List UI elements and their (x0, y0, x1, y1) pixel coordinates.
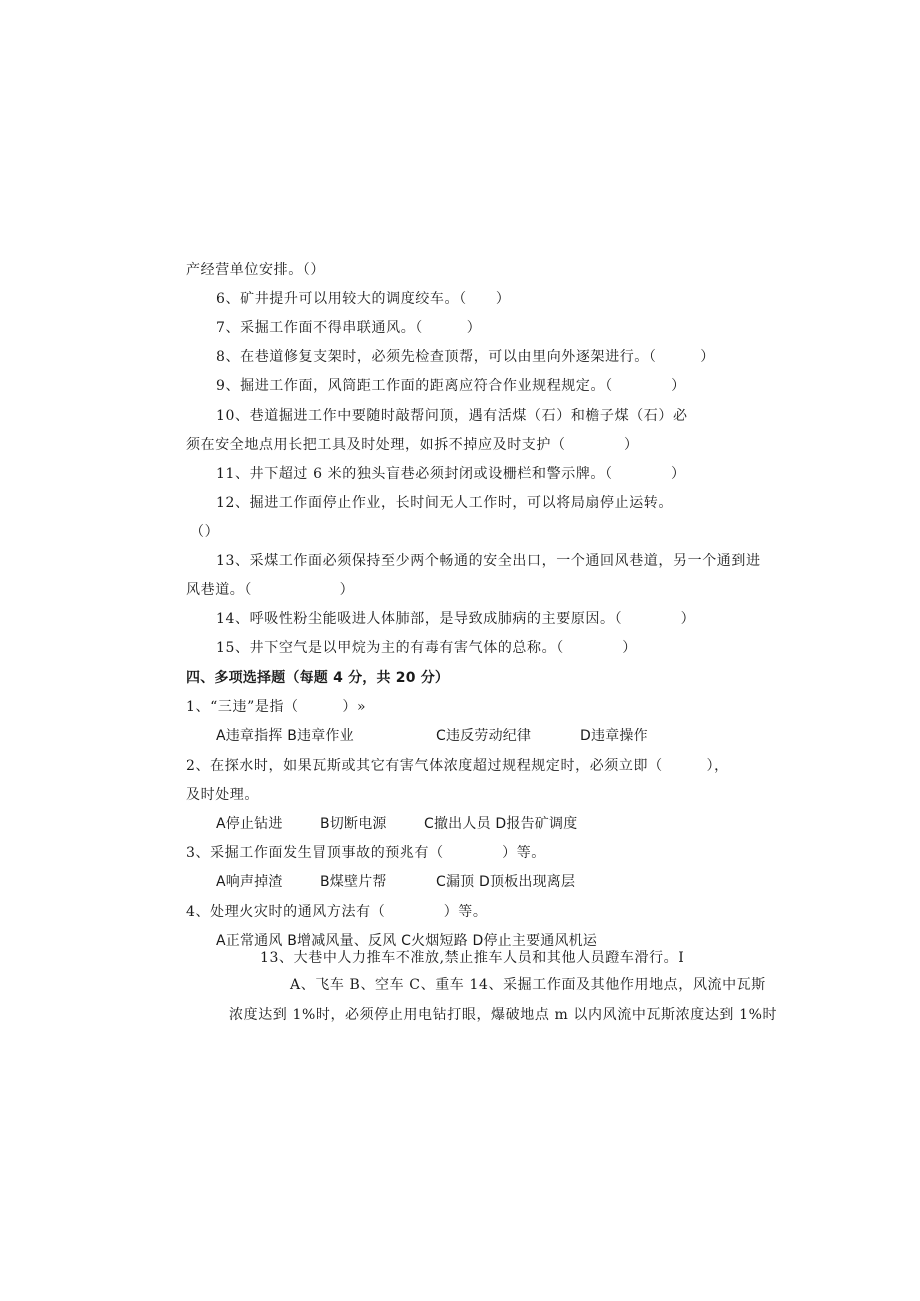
mc-question-2-line2: 及时处理。 (186, 787, 259, 803)
tf-question-13-line1: 13、采煤工作面必须保持至少两个畅通的安全出口，一个通回风巷道，另一个通到进 (216, 553, 761, 569)
mc-question-2-option-b: B切断电源 (320, 816, 387, 832)
mc-question-2-option-cd: C撤出人员 D报告矿调度 (424, 816, 578, 832)
mc-question-3-option-cd: C漏顶 D顶板出现离层 (436, 874, 576, 890)
tf-question-12-line1: 12、掘进工作面停止作业，长时间无人工作时，可以将局扇停止运转。 (216, 495, 674, 511)
tf-line-continued: 产经营单位安排。（） (186, 262, 325, 278)
tf-question-8: 8、在巷道修复支架时，必须先检查顶帮，可以由里向外逐架进行。（ ） (216, 349, 715, 365)
mc-question-1-option-ab: A违章指挥 B违章作业 (216, 728, 354, 744)
tf-question-13-line2: 风巷道。（ ） (186, 582, 355, 598)
tf-question-15: 15、井下空气是以甲烷为主的有毒有害气体的总称。（ ） (216, 640, 637, 656)
mc-question-1: 1、“三违”是指（ ）» (186, 699, 367, 715)
mc-question-2-line1: 2、在探水时，如果瓦斯或其它有害气体浓度超过规程规定时，必须立即（ ）， (186, 758, 729, 774)
overflow-line-1: 13、大巷中人力推车不准放,禁止推车人员和其他人员蹬车滑行。I (260, 950, 685, 966)
tf-question-7: 7、采掘工作面不得串联通风。（ ） (216, 320, 482, 336)
tf-question-10-line1: 10、巷道掘进工作中要随时敲帮问顶，遇有活煤（石）和檐子煤（石）必 (216, 408, 688, 424)
tf-question-11: 11、井下超过 6 米的独头盲巷必须封闭或设栅栏和警示牌。（ ） (216, 466, 686, 482)
section-heading-multi-choice: 四、多项选择题（每题 4 分，共 20 分） (186, 670, 450, 686)
mc-question-1-option-d: D违章操作 (580, 728, 648, 744)
overflow-line-2: A、飞车 B、空车 C、重车 14、采掘工作面及其他作用地点，风流中瓦斯 (290, 977, 766, 993)
tf-question-6: 6、矿井提升可以用较大的调度绞车。（ ） (216, 291, 511, 307)
mc-question-1-option-c: C违反劳动纪律 (436, 728, 532, 744)
tf-question-9: 9、掘进工作面，风筒距工作面的距离应符合作业规程规定。（ ） (216, 378, 686, 394)
mc-question-3: 3、采掘工作面发生冒顶事故的预兆有（ ）等。 (186, 845, 546, 861)
mc-question-3-option-a: A响声掉渣 (216, 874, 283, 890)
mc-question-3-option-b: B煤壁片帮 (320, 874, 387, 890)
mc-question-2-option-a: A停止钻进 (216, 816, 283, 832)
mc-question-4: 4、处理火灾时的通风方法有（ ）等。 (186, 904, 488, 920)
tf-question-10-line2: 须在安全地点用长把工具及时处理，如拆不掉应及时支护（ ） (186, 437, 639, 453)
overflow-line-3: 浓度达到 1%时，必须停止用电钻打眼，爆破地点 m 以内风流中瓦斯浓度达到 1%时 (229, 1007, 778, 1023)
tf-question-12-line2: （） (190, 524, 220, 540)
mc-question-4-options: A正常通风 B增减风量、反风 C火烟短路 D停止主要通风机运 (216, 933, 598, 949)
tf-question-14: 14、呼吸性粉尘能吸进人体肺部，是导致成肺病的主要原因。（ ） (216, 611, 696, 627)
